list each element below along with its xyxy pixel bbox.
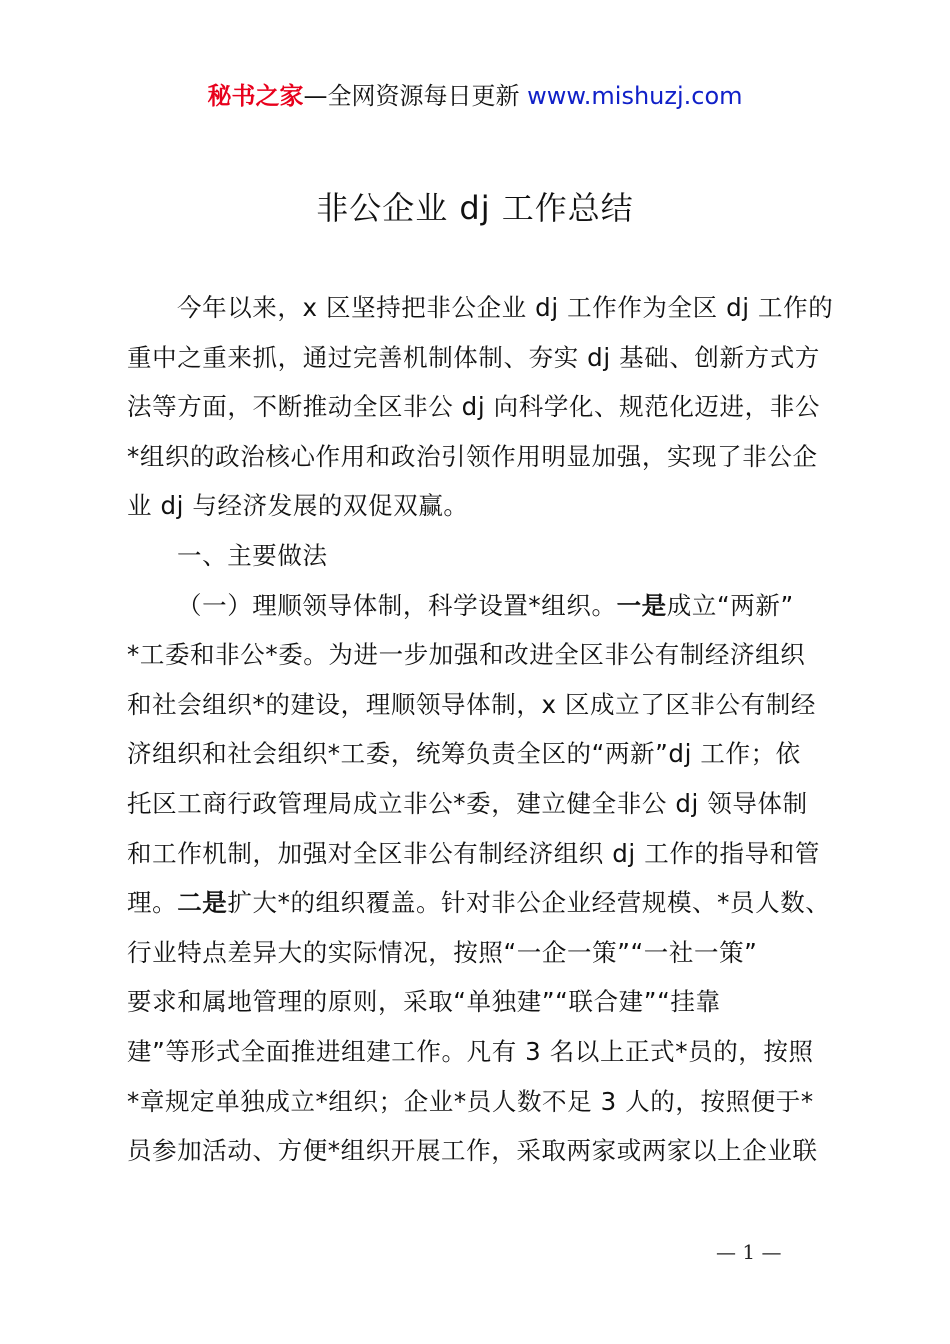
section-heading: 一、主要做法 <box>177 540 328 570</box>
document-title: 非公企业 dj 工作总结 <box>316 189 634 227</box>
paragraph-line: 济组织和社会组织*工委，统筹负责全区的“两新”dj 工作；依 <box>127 739 801 769</box>
paragraph-line: 要求和属地管理的原则，采取“单独建”“联合建”“挂靠 <box>127 987 721 1017</box>
paragraph-line: 托区工商行政管理局成立非公*委，建立健全非公 dj 领导体制 <box>127 788 808 818</box>
header-tagline: —全网资源每日更新 <box>303 82 520 110</box>
paragraph-line: 重中之重来抓，通过完善机制体制、夯实 dj 基础、创新方式方 <box>127 342 820 372</box>
point-two-line <box>127 878 833 928</box>
paragraph-line: *组织的政治核心作用和政治引领作用明显加强，实现了非公企 <box>127 441 818 471</box>
document-body <box>127 283 833 1176</box>
site-url-link[interactable]: www.mishuzj.com <box>527 82 743 110</box>
paragraph-line: *工委和非公*委。为进一步加强和改进全区非公有制经济组织 <box>127 640 806 670</box>
paragraph-line: 行业特点差异大的实际情况，按照“一企一策”“一社一策” <box>127 937 758 967</box>
paragraph-line: 建”等形式全面推进组建工作。凡有 3 名以上正式*员的，按照 <box>127 1036 814 1066</box>
paragraph-line: 法等方面，不断推动全区非公 dj 向科学化、规范化迈进，非公 <box>127 392 820 422</box>
sub-heading-line <box>127 581 833 631</box>
point-one-label: 一是 <box>616 590 667 620</box>
paragraph-text: 成立“两新” <box>666 590 794 620</box>
sub-heading: （一）理顺领导体制，科学设置*组织。 <box>177 590 617 620</box>
point-two-label: 二是 <box>177 888 228 918</box>
paragraph-text: 扩大*的组织覆盖。针对非公企业经营规模、*员人数、 <box>227 888 831 918</box>
paragraph-line: 员参加活动、方便*组织开展工作，采取两家或两家以上企业联 <box>127 1136 818 1166</box>
paragraph-line: 和社会组织*的建设，理顺领导体制，x 区成立了区非公有制经 <box>127 689 816 719</box>
paragraph-line: *章规定单独成立*组织；企业*员人数不足 3 人的，按照便于* <box>127 1086 814 1116</box>
paragraph-line: 和工作机制，加强对全区非公有制经济组织 dj 工作的指导和管 <box>127 838 820 868</box>
brand-name: 秘书之家 <box>207 82 304 110</box>
site-header <box>0 80 950 112</box>
page-number: — 1 — <box>716 1240 782 1264</box>
paragraph-line: 今年以来，x 区坚持把非公企业 dj 工作作为全区 dj 工作的 <box>177 293 834 322</box>
paragraph-line: 业 dj 与经济发展的双促双赢。 <box>127 491 469 521</box>
paragraph-text: 理。 <box>127 888 178 918</box>
